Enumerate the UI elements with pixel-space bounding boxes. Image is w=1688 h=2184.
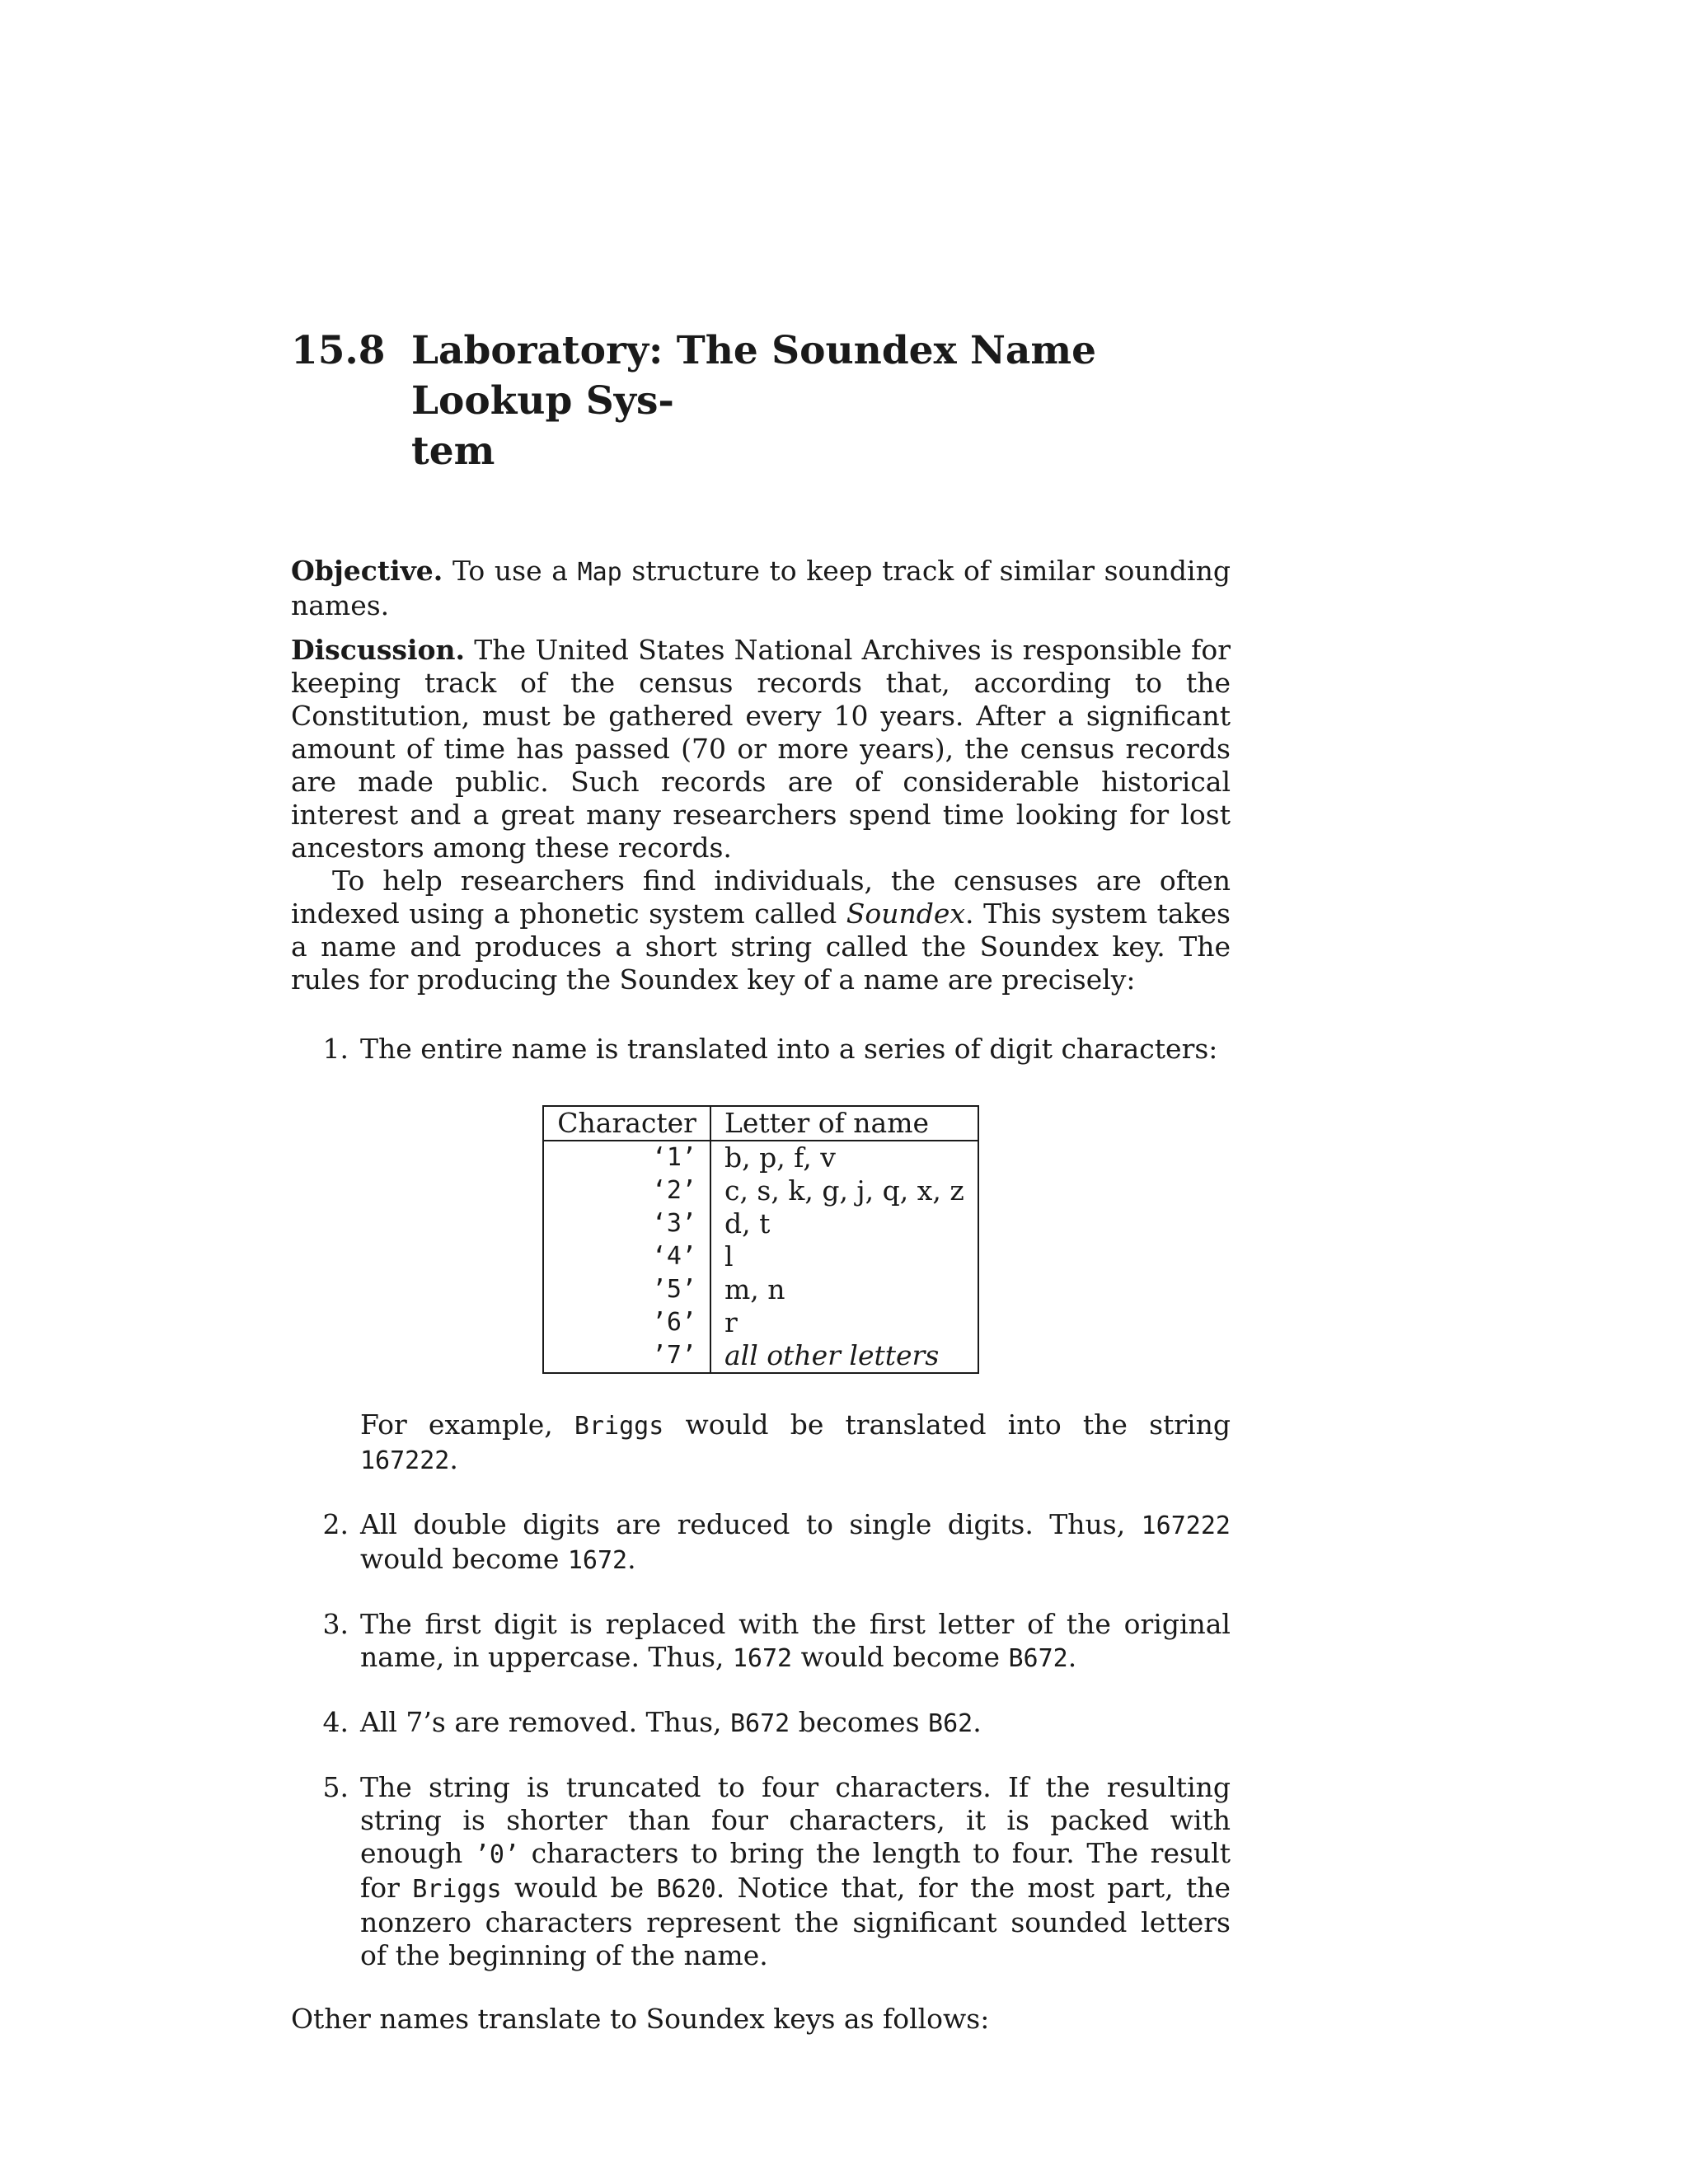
- rule-number: 3.: [322, 1608, 349, 1640]
- rule-text-mid: would become: [360, 1543, 560, 1575]
- example-end: .: [449, 1443, 458, 1475]
- soundex-term: Soundex: [846, 898, 966, 930]
- rule-text-end: . Notice that, for the most part, the nonzero characters represent the significant sounded letters of the beginning of the name.: [360, 1872, 1231, 1971]
- rule-item-1: [291, 1033, 1231, 1478]
- section-title: [411, 326, 1231, 476]
- rules-list: [291, 1033, 1231, 1972]
- rule-code-2: B62: [928, 1709, 973, 1738]
- rule-text-mid-2: would be: [514, 1872, 645, 1904]
- rule-text-before: The string is truncated to four characters. If the resulting string is shorter than four characters, it is packed with enough: [360, 1771, 1231, 1869]
- discussion-label: Discussion.: [291, 634, 466, 666]
- rule-code-1: 1672: [732, 1644, 793, 1673]
- rule-text-mid: characters to bring the length to four. The result for: [360, 1837, 1231, 1904]
- table-row: [543, 1174, 978, 1207]
- rule-number: 4.: [322, 1706, 349, 1738]
- table-header-letters: Letter of name: [710, 1106, 978, 1141]
- rule-item-3: [291, 1608, 1231, 1675]
- table-row: [543, 1240, 978, 1273]
- rule-text-before: All 7’s are removed. Thus,: [360, 1706, 722, 1738]
- discussion-p2-before: To help researchers find individuals, the censuses are often indexed using a phonetic system called: [291, 865, 1231, 930]
- table-cell-letters: c, s, k, g, j, q, x, z: [724, 1174, 964, 1207]
- table-cell-character: ’6’: [543, 1306, 710, 1339]
- rule-text-end: .: [1067, 1641, 1077, 1673]
- rule-item-2: [291, 1508, 1231, 1577]
- rule-code-3: B620: [656, 1875, 716, 1904]
- table-cell-letters: all other letters: [724, 1339, 940, 1371]
- example-code-digits: 167222: [360, 1446, 450, 1475]
- table-row: [543, 1339, 978, 1373]
- rule-text: The entire name is translated into a series of digit characters:: [360, 1033, 1218, 1065]
- objective-code: Map: [577, 558, 622, 587]
- table-cell-character: ‘2’: [543, 1174, 710, 1207]
- rule-code-1: 167222: [1141, 1511, 1231, 1540]
- rule-code-2: 1672: [567, 1546, 628, 1575]
- rule-text-mid: becomes: [798, 1706, 920, 1738]
- section-title-line-2: tem: [411, 429, 495, 474]
- soundex-mapping-table: [542, 1105, 978, 1374]
- example-text-mid: would be translated into the string: [685, 1408, 1231, 1441]
- table-cell-character: ‘4’: [543, 1240, 710, 1273]
- rule-text: [360, 1771, 1231, 1972]
- rule-code-2: B672: [1008, 1644, 1068, 1673]
- table-cell-character: ‘1’: [543, 1141, 710, 1174]
- section-title-line-1: Laboratory: The Soundex Name Lookup Sys-: [411, 328, 1097, 424]
- rule-code-1: ’0’: [474, 1840, 520, 1869]
- rule-text: [360, 1608, 1231, 1675]
- rule-text: [360, 1706, 1231, 1741]
- rule-text-end: .: [627, 1543, 636, 1575]
- discussion-paragraph: [291, 634, 1231, 865]
- table-header-row: [543, 1106, 978, 1141]
- section-heading: [291, 326, 1231, 476]
- table-cell-character: ‘3’: [543, 1207, 710, 1240]
- objective-text-before: To use a: [452, 555, 568, 587]
- table-cell-letters: b, p, f, v: [724, 1141, 836, 1174]
- rule-number: 5.: [322, 1771, 349, 1803]
- section-number: 15.8: [291, 328, 386, 373]
- table-cell-character: ’7’: [543, 1339, 710, 1373]
- rule-text-before: All double digits are reduced to single digits. Thus,: [360, 1508, 1126, 1540]
- rule-text-end: .: [973, 1706, 982, 1738]
- rule-item-4: [291, 1706, 1231, 1741]
- table-header-character: Character: [543, 1106, 710, 1141]
- rule-number: 2.: [322, 1508, 349, 1540]
- rule-example: [360, 1408, 1231, 1478]
- rule-text: [360, 1508, 1231, 1577]
- example-text: For example,: [360, 1408, 553, 1441]
- closing-paragraph: Other names translate to Soundex keys as follows:: [291, 2003, 990, 2035]
- rule-code-1: B672: [730, 1709, 790, 1738]
- table-row: [543, 1141, 978, 1174]
- discussion-p2-after: . This system takes a name and produces a short string called the Soundex key. The rules for producing the Soundex key of a name are precisely:: [291, 898, 1231, 996]
- objective-text-after: structure to keep track of similar sounding names.: [291, 555, 1231, 621]
- table-cell-letters: r: [724, 1306, 738, 1338]
- rule-text-mid: would become: [800, 1641, 1000, 1673]
- discussion-paragraph-2: [291, 865, 1231, 996]
- table-cell-letters: m, n: [724, 1273, 785, 1305]
- document-page: [291, 326, 1231, 2036]
- table-row: [543, 1207, 978, 1240]
- rule-item-5: [291, 1771, 1231, 1972]
- example-code-name: Briggs: [574, 1412, 664, 1441]
- objective-paragraph: [291, 555, 1231, 622]
- rule-code-2: Briggs: [412, 1875, 502, 1904]
- table-row: [543, 1273, 978, 1306]
- table-cell-letters: d, t: [724, 1207, 771, 1240]
- rule-text-before: The first digit is replaced with the first letter of the original name, in uppercase. Thus,: [360, 1608, 1231, 1673]
- table-cell-letters: l: [724, 1240, 734, 1272]
- objective-label: Objective.: [291, 555, 443, 587]
- discussion-text: The United States National Archives is responsible for keeping track of the census records that, according to the Constitution, must be gathered every 10 years. After a significant amount of time has passed (70 or more years), the census records are made public. Such records are of considerable historical interest and a great many researchers spend time looking for lost ancestors among these records.: [291, 634, 1231, 864]
- rule-number: 1.: [322, 1033, 349, 1065]
- table-row: [543, 1306, 978, 1339]
- table-cell-character: ’5’: [543, 1273, 710, 1306]
